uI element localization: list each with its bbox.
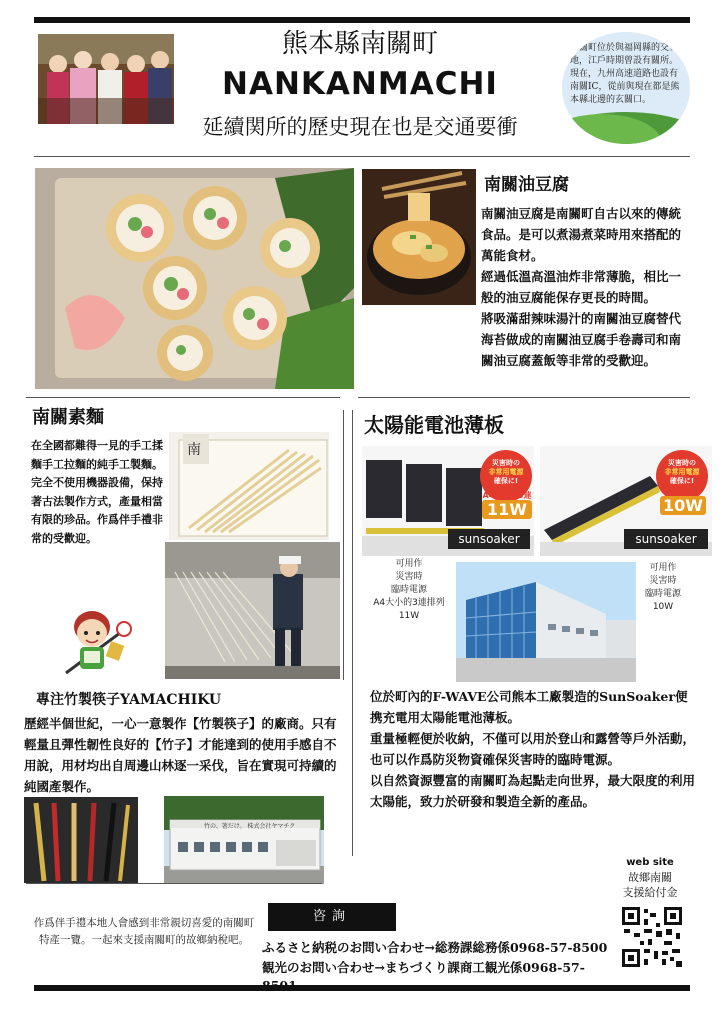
solar-panel-11w-photo [362,446,534,556]
qr-code[interactable] [620,905,684,969]
contact-label: 咨詢 [268,903,396,931]
caption-line: 可用作 [395,559,423,569]
solar-paragraph-2: 重量極輕便於收納，不僅可以用於登山和露營等戶外活動，也可以作爲防災物資確保災害時的臨時電源。 [370,731,696,767]
festival-photo [38,34,174,124]
solar-body [370,686,696,812]
contact-line-1: ふるさと納税のお問い合わせ→総務課総務係0968-57-8500 [262,940,608,955]
badge-line-3: 確保に! [669,477,695,485]
solar-badge-10w [656,450,708,502]
page-subtitle: 延續関所的歷史現在也是交通要衝 [202,115,518,139]
intro-text: 南關町位於與福岡縣的交界地，江戶時期曾設有關所。現在，九州高速道路也設有南關IC，從前與現在都是熊本縣北邊的玄關口。 [570,43,680,105]
solar-paragraph-3: 以自然資源豐富的南關町為起點走向世界，最大限度的利用太陽能，致力於研發和製造全新的產品。 [370,773,696,809]
tofu-body [481,203,687,371]
sushi-photo [35,168,354,389]
badge-line-3: 確保に! [493,477,519,485]
tofu-paragraph-1: 南關油豆腐是南關町自古以來的傳統食品。是可以煮湯煮菜時用來搭配的萬能食材。 [481,206,682,263]
sunsoaker-logo-1: sunsoaker [448,529,530,549]
caption-line: 災害時 [649,576,677,586]
badge-line-2: 非常用電源 [488,468,524,476]
solar-heading: 太陽能電池薄板 [364,413,504,437]
caption-line: 臨時電源 [390,585,427,595]
somen-body: 在全國都難得一見的手工揉麵手工拉麵的純手工製麵。完全不使用機器設備，保持著古法製作方式，產量相當有限的珍品。作爲伴手禮非常的受歡迎。 [31,439,163,545]
chopsticks-body: 歷經半個世紀，一心一意製作【竹製筷子】的廠商。只有輕量且彈性韌性良好的【竹子】才能達到的使用手感自不用說，用材均出自周邊山林逐一采伐，旨在實現可持續的純國產製作。 [24,716,337,794]
caption-line: 11W [398,611,420,621]
left-section-rule [26,397,340,398]
solar-caption-10w [636,562,690,614]
solar-panel-10w-photo [540,446,712,556]
bottom-rule [34,985,690,991]
somen-heading: 南關素麵 [32,407,104,428]
yamachiku-sign: 竹の、箸だけ。 株式会社ヤマチク [204,823,296,830]
web-site-line-1: 故鄉南關 [628,871,672,884]
badge-line-1: 災害時の [492,459,520,467]
tofu-heading: 南關油豆腐 [484,175,569,195]
factory-photo [456,562,636,682]
badge-line-1: 災害時の [668,459,696,467]
web-site-line-2: 支援給付金 [622,886,678,899]
footer-note: 作爲伴手禮本地人會感到非常親切喜愛的南關町特產一覽。一起來支援南關町的故鄉納稅吧。 [33,917,255,946]
caption-line: A4大小的3連排列 [373,598,445,608]
tofu-paragraph-3: 將吸滿甜辣味湯汁的南關油豆腐替代海苔做成的南關油豆腐手卷壽司和南關油豆腐蓋飯等非常的受歡迎。 [481,311,682,368]
solar-caption-11w [366,558,452,623]
badge-line-2: 非常用電源 [664,468,700,476]
page-title-en: NANKANMACHI [222,66,498,102]
header-rule [34,156,690,157]
chopsticks-heading: 專注竹製筷子YAMACHIKU [36,692,222,708]
chopsticks-photo [24,797,138,883]
top-rule [34,17,690,23]
intro-badge [562,32,690,144]
somen-making-photo [165,542,340,679]
solar-spec-11w: A4タイプ3連 [482,491,532,500]
bottom-left-rule [26,883,322,884]
solar-watt-10w: 10W [660,496,706,515]
vertical-rule-right [352,410,353,856]
caption-line: 可用作 [649,563,677,573]
caption-line: 臨時電源 [644,589,681,599]
svg-text:南: 南 [187,442,201,458]
web-site-label: web site [626,857,674,868]
tofu-bowl-photo [362,169,476,305]
right-section-rule [358,397,690,398]
page-title: 熊本縣南關町 [281,29,438,59]
sunsoaker-logo-2: sunsoaker [624,529,708,549]
tofu-paragraph-2: 經過低溫高溫油炸非常薄脆，相比一般的油豆腐能保存更長的時間。 [481,269,682,305]
solar-watt-11w: 11W [482,500,532,519]
caption-line: 災害時 [395,572,423,582]
solar-paragraph-1: 位於町內的F-WAVE公司熊本工廠製造的SunSoaker便携充電用太陽能電池薄板。 [370,689,688,725]
caption-line: 10W [652,602,674,612]
mascot-illustration [62,603,132,679]
vertical-rule-left [343,410,344,680]
somen-package-photo [169,432,329,540]
contact-line-2: 観光のお問い合わせ→まちづくり課商工観光係0968-57- [262,960,585,975]
yamachiku-building-photo [164,796,324,884]
